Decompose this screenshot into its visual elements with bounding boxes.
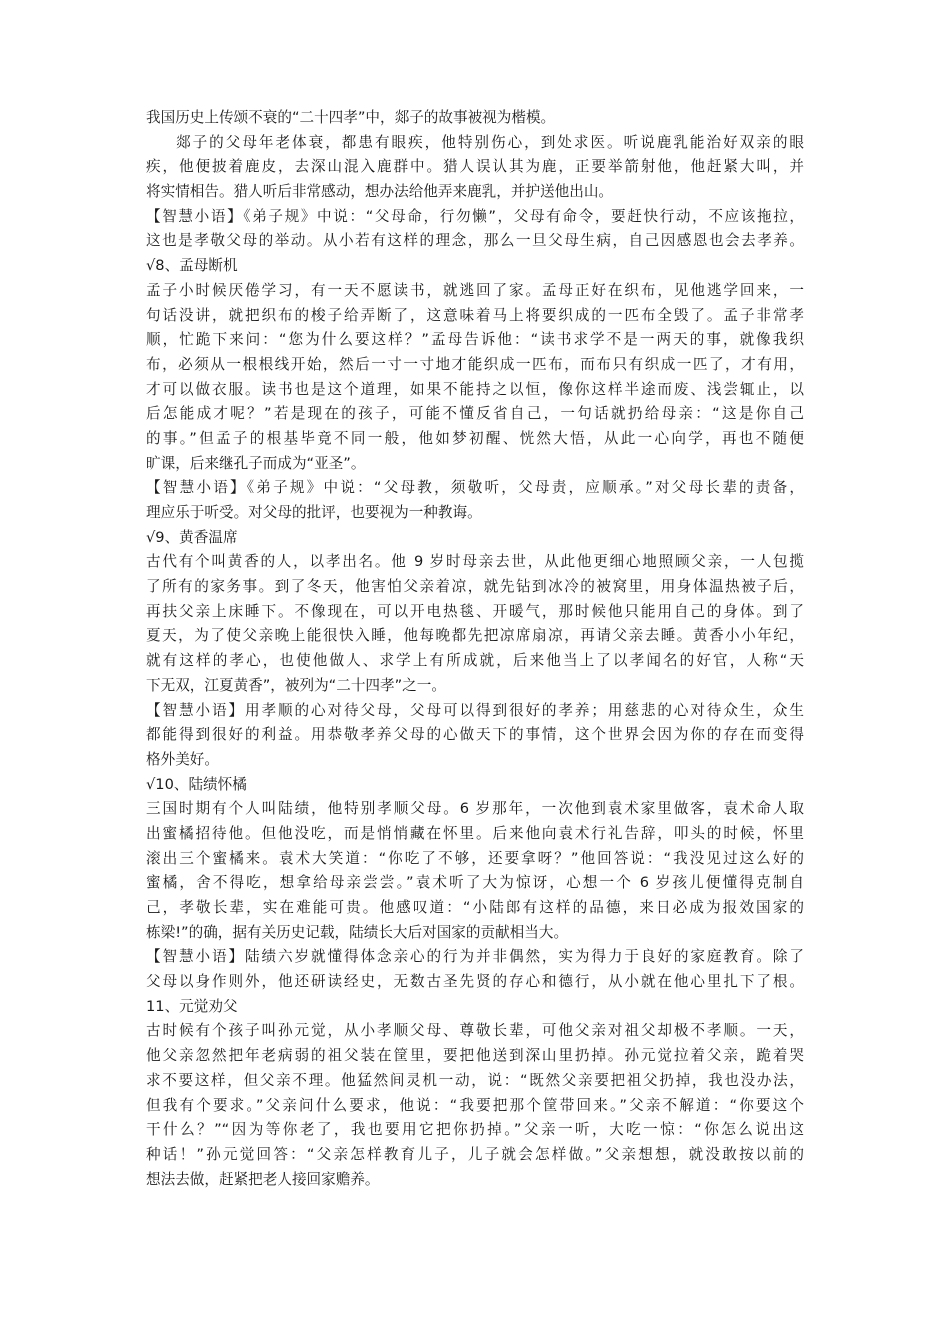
text-line: 郯子的父母年老体衰，都患有眼疾，他特别伤心，到处求医。听说鹿乳能治好双亲的眼 — [176, 133, 804, 151]
text-line: 想法去做，赶紧把老人接回家赡养。 — [146, 1170, 380, 1188]
section-heading: √10、陆绩怀橘 — [146, 775, 247, 793]
section-heading: √9、黄香温席 — [146, 528, 238, 546]
text-line: 干什么？”“因为等你老了，我也要用它把你扔掉。”父亲一听，大吃一惊：“你怎么说出这 — [146, 1121, 804, 1139]
text-line: 将实情相告。猎人听后非常感动，想办法给他弄来鹿乳，并护送他出山。 — [146, 183, 614, 201]
text-line: 求不要这样，但父亲不理。他猛然间灵机一动，说：“既然父亲要把祖父扔掉，我也没办法， — [146, 1071, 804, 1089]
text-line: 三国时期有个人叫陆绩，他特别孝顺父母。6 岁那年，一次他到袁术家里做客，袁术命人取 — [146, 800, 804, 818]
text-line: 格外美好。 — [146, 750, 219, 768]
text-line: 出蜜橘招待他。但他没吃，而是悄悄藏在怀里。后来他向袁术行礼告辞，叩头的时候，怀里 — [146, 824, 804, 842]
text-line: 【智慧小语】陆绩六岁就懂得体念亲心的行为并非偶然，实为得力于良好的家庭教育。除了 — [146, 948, 804, 966]
text-line: 理应乐于听受。对父母的批评，也要视为一种教诲。 — [146, 504, 482, 521]
section-heading: 11、元觉劝父 — [146, 997, 238, 1015]
text-line: 【智慧小语】《弟子规》中说：“父母命，行勿懒”，父母有命令，要赶快行动，不应该拖拉， — [146, 207, 804, 225]
text-line: 栋梁!”的确，据有关历史记载，陆绩长大后对国家的贡献相当大。 — [146, 923, 569, 941]
text-line: 父母以身作则外，他还研读经史，无数古圣先贤的存心和德行，从小就在他心里扎下了根。 — [146, 973, 804, 991]
text-line: 布，必须从一根根线开始，然后一寸一寸地才能织成一匹布，而布只有织成一匹了，才有用， — [146, 355, 804, 373]
text-line: 就有这样的孝心，也使他做人、求学上有所成就，后来他当上了以孝闻名的好官，人称“天 — [146, 652, 804, 670]
text-line: 顺，忙跪下来问：“您为什么要这样？”孟母告诉他：“读书求学不是一两天的事，就像我织 — [146, 331, 804, 349]
text-line: 他父亲忽然把年老病弱的祖父装在筐里，要把他送到深山里扔掉。孙元觉拉着父亲，跪着哭 — [146, 1047, 804, 1065]
text-line: 种话！”孙元觉回答：“父亲怎样教育儿子，儿子就会怎样做。”父亲想想，就没敢按以前的 — [146, 1145, 804, 1163]
text-line: 疾，他便披着鹿皮，去深山混入鹿群中。猎人误认其为鹿，正要举箭射他，他赶紧大叫，并 — [146, 158, 804, 176]
text-line: 才可以做衣服。读书也是这个道理，如果不能持之以恒，像你这样半途而废、浅尝辄止，以 — [146, 380, 804, 398]
text-line: 这也是孝敬父母的举动。从小若有这样的理念，那么一旦父母生病，自己因感恩也会去孝养。 — [146, 232, 804, 250]
section-heading: √8、孟母断机 — [146, 257, 238, 275]
text-line: 后怎能成才呢？”若是现在的孩子，可能不懂反省自己，一句话就扔给母亲：“这是你自己 — [146, 405, 804, 423]
text-line: 句话没讲，就把织布的梭子给弄断了，这意味着马上将要织成的一匹布全毁了。孟子非常孝 — [146, 306, 804, 324]
text-line: 己，孝敬长辈，实在难能可贵。他感叹道：“小陆郎有这样的品德，来日必成为报效国家的 — [146, 899, 804, 916]
text-line: 滚出三个蜜橘来。袁术大笑道：“你吃了不够，还要拿呀？”他回答说：“我没见过这么好的 — [146, 849, 804, 867]
text-line: 【智慧小语】用孝顺的心对待父母，父母可以得到很好的孝养；用慈悲的心对待众生，众生 — [146, 701, 804, 719]
document-body — [146, 106, 804, 1192]
text-line: 古代有个叫黄香的人，以孝出名。他 9 岁时母亲去世，从此他更细心地照顾父亲，一人包揽 — [146, 553, 804, 571]
text-line: 再扶父亲上床睡下。不像现在，可以开电热毯、开暖气，那时候他只能用自己的身体。到了 — [146, 602, 804, 620]
text-line: 蜜橘，舍不得吃，想拿给母亲尝尝。”袁术听了大为惊讶，心想一个 6 岁孩儿便懂得克制自 — [146, 874, 804, 892]
text-line: 了所有的家务事。到了冬天，他害怕父亲着凉，就先钻到冰冷的被窝里，用身体温热被子后， — [146, 578, 804, 596]
text-line: 我国历史上传颂不衰的“二十四孝”中，郯子的故事被视为楷模。 — [146, 109, 556, 126]
text-line: 旷课，后来继孔子而成为“亚圣”。 — [146, 454, 366, 472]
text-line: 古时候有个孩子叫孙元觉，从小孝顺父母、尊敬长辈，可他父亲对祖父却极不孝顺。一天， — [146, 1022, 804, 1040]
text-line: 都能得到很好的利益。用恭敬孝养父母的心做天下的事情，这个世界会因为你的存在而变得 — [146, 726, 804, 744]
text-line: 的事。”但孟子的根基毕竟不同一般，他如梦初醒、恍然大悟，从此一心向学，再也不随便 — [146, 429, 804, 447]
text-line: 孟子小时候厌倦学习，有一天不愿读书，就逃回了家。孟母正好在织布，见他逃学回来，一 — [146, 281, 804, 299]
text-line: 但我有个要求。”父亲问什么要求，他说：“我要把那个筐带回来。”父亲不解道：“你要这个 — [146, 1096, 804, 1114]
text-line: 夏天，为了使父亲晚上能很快入睡，他每晚都先把凉席扇凉，再请父亲去睡。黄香小小年纪， — [146, 627, 804, 645]
text-line: 【智慧小语】《弟子规》中说：“父母教，须敬听，父母责，应顺承。”对父母长辈的责备， — [146, 479, 804, 497]
text-line: 下无双，江夏黄香”，被列为“二十四孝”之一。 — [146, 676, 446, 694]
